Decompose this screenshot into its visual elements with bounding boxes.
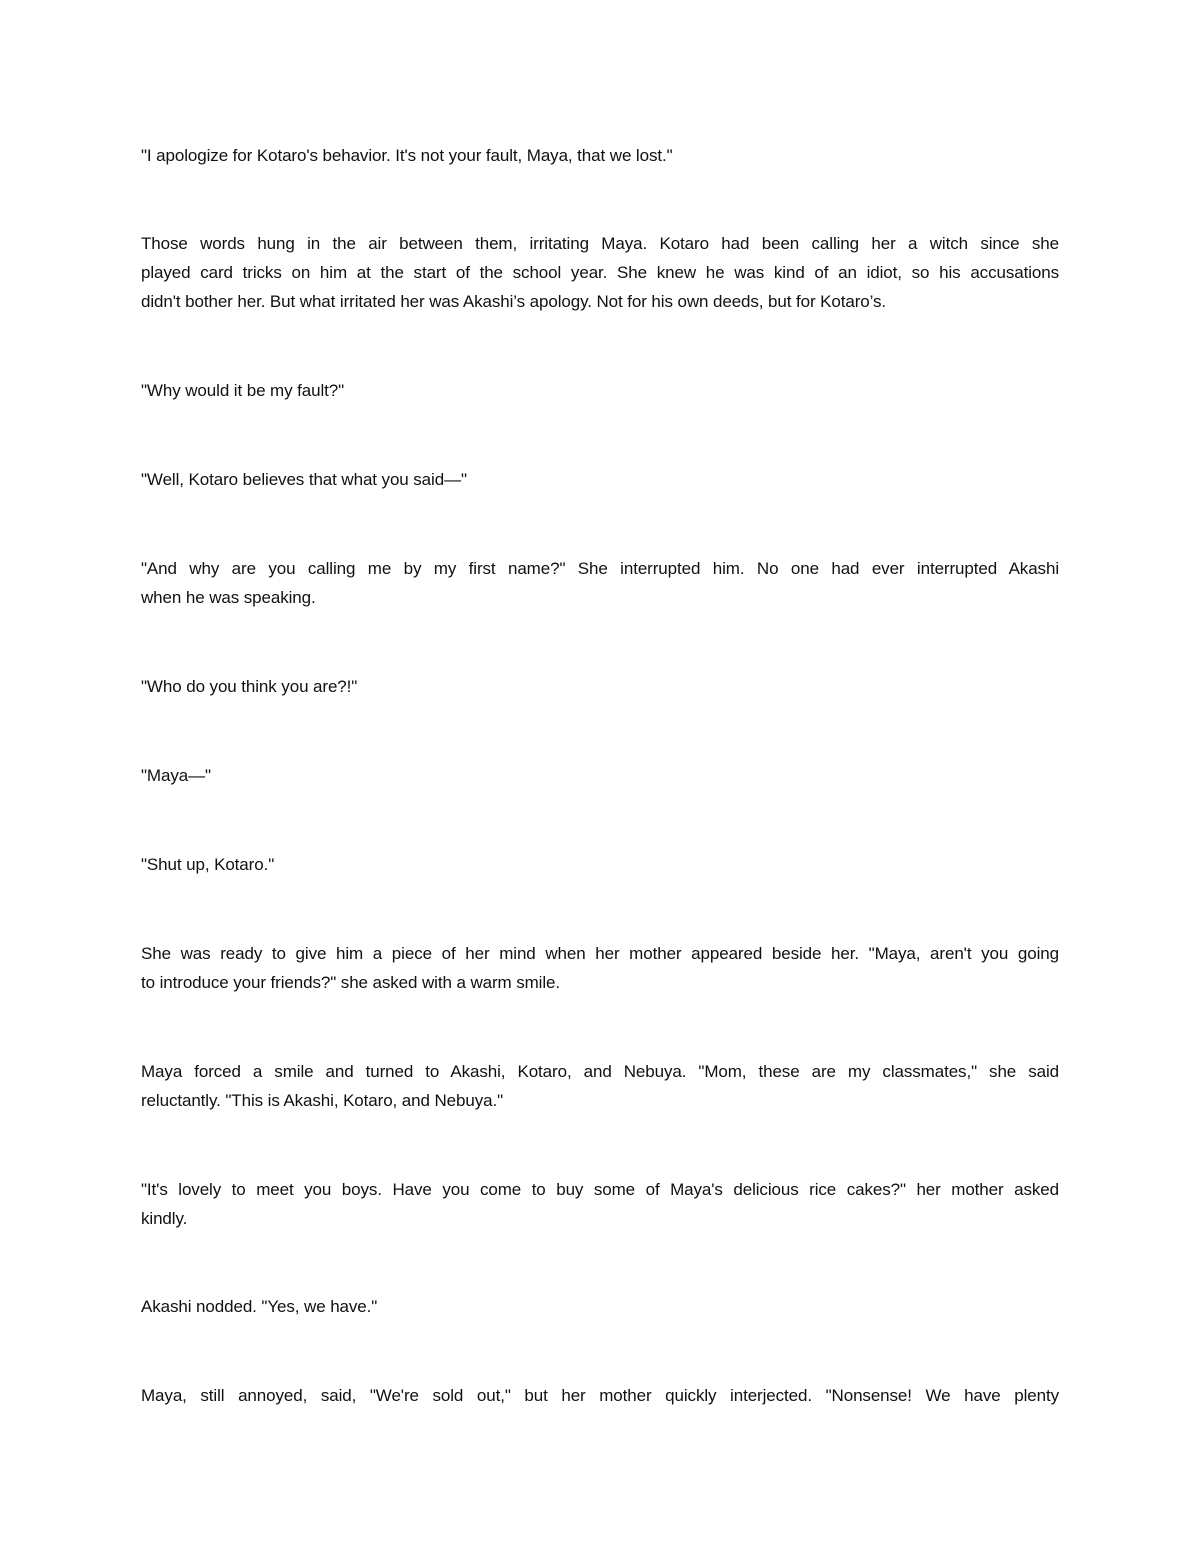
paragraph (141, 672, 1059, 701)
text-line: "Maya—" (141, 766, 211, 785)
text-line: to introduce your friends?" she asked with a warm smile. (141, 973, 561, 992)
text-line: "Who do you think you are?!" (141, 677, 358, 696)
text-line: Maya, still annoyed, said, "We're sold out," but her mother quickly interjected. "Nonsense! We have plenty (141, 1386, 1059, 1405)
paragraph (141, 761, 1059, 790)
paragraph (141, 1292, 1059, 1321)
text-line: when he was speaking. (141, 588, 316, 607)
text-line: Those words hung in the air between them, irritating Maya. Kotaro had been calling her a witch since she (141, 234, 1059, 253)
text-line: reluctantly. "This is Akashi, Kotaro, and Nebuya." (141, 1091, 504, 1110)
paragraph (141, 1175, 1059, 1233)
paragraph (141, 376, 1059, 405)
text-line: "It's lovely to meet you boys. Have you come to buy some of Maya's delicious rice cakes?" her mother asked (141, 1180, 1059, 1199)
text-line: played card tricks on him at the start of the school year. She knew he was kind of an idiot, so his accusations (141, 263, 1059, 282)
text-line: "I apologize for Kotaro's behavior. It's not your fault, Maya, that we lost." (141, 146, 673, 165)
paragraph (141, 939, 1059, 997)
text-line: She was ready to give him a piece of her mind when her mother appeared beside her. "Maya, aren't you going (141, 944, 1059, 963)
paragraph (141, 1381, 1059, 1410)
text-line: "Why would it be my fault?" (141, 381, 345, 400)
paragraph (141, 141, 1059, 170)
text-line: Maya forced a smile and turned to Akashi, Kotaro, and Nebuya. "Mom, these are my classmates," she said (141, 1062, 1059, 1081)
paragraph (141, 229, 1059, 316)
paragraph (141, 465, 1059, 494)
text-line: "Shut up, Kotaro." (141, 855, 275, 874)
text-line: kindly. (141, 1209, 188, 1228)
paragraph (141, 1057, 1059, 1115)
text-line: Akashi nodded. "Yes, we have." (141, 1297, 378, 1316)
text-line: "And why are you calling me by my first name?" She interrupted him. No one had ever interrupted Akashi (141, 559, 1059, 578)
text-line: "Well, Kotaro believes that what you said—" (141, 470, 467, 489)
text-line: didn't bother her. But what irritated her was Akashi’s apology. Not for his own deeds, but for Kotaro’s. (141, 292, 887, 311)
paragraph (141, 554, 1059, 612)
paragraph (141, 850, 1059, 879)
